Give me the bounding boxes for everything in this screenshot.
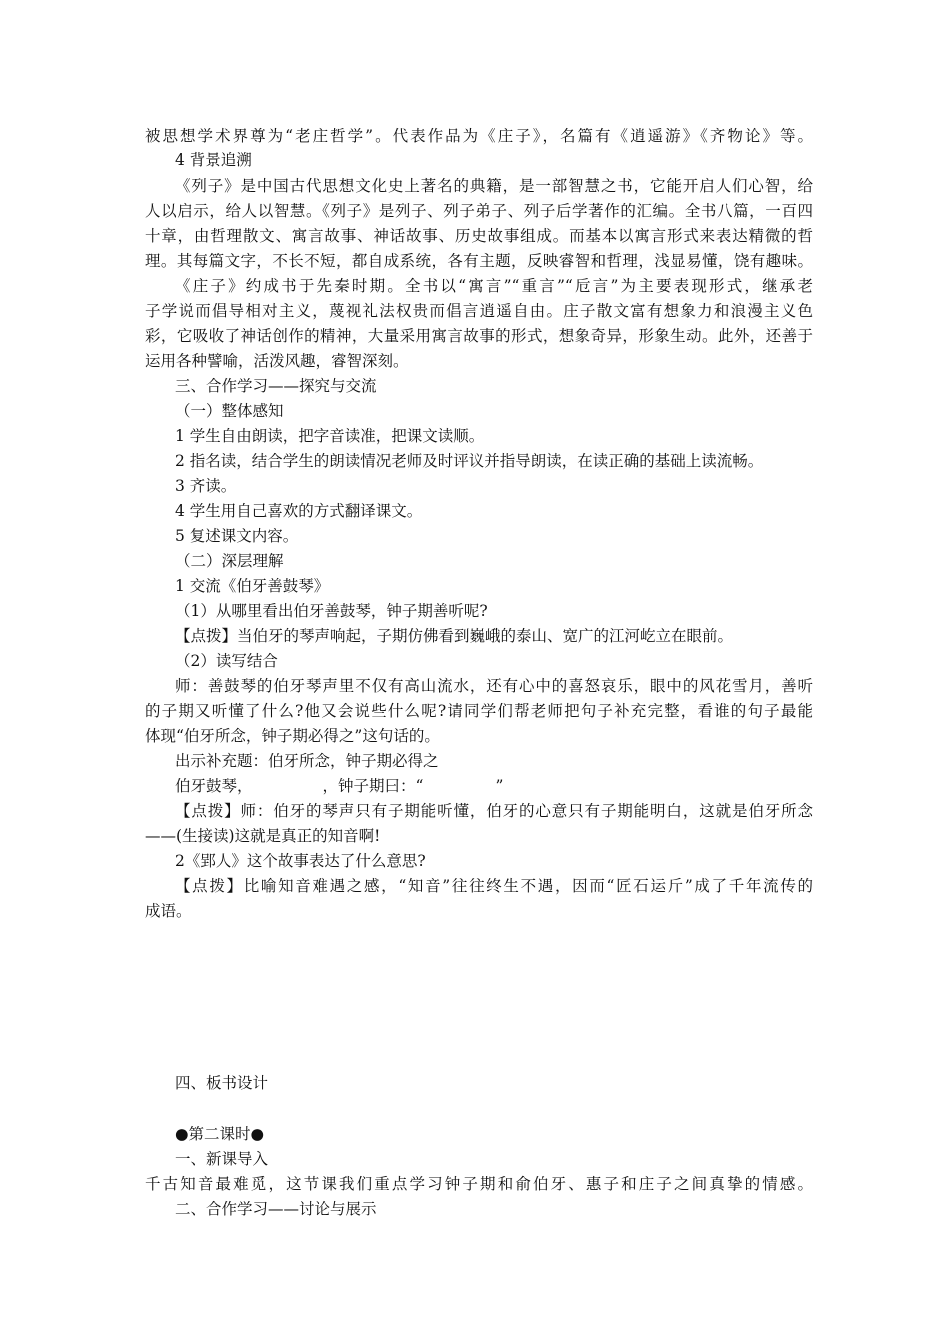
list-item: 2《郢人》这个故事表达了什么意思?: [175, 852, 426, 870]
tip: 【点拨】师：伯牙的琴声只有子期能听懂，伯牙的心意只有子期能明白，这就是伯牙所念: [175, 802, 813, 820]
list-item: 4 学生用自己喜欢的方式翻译课文。: [175, 502, 423, 520]
tip: 【点拨】比喻知音难遇之感，“知音”往往终生不遇，因而“匠石运斤”成了千年流传的: [175, 877, 813, 895]
section-heading: 三、合作学习——探究与交流: [175, 377, 377, 395]
heading-background: 4 背景追溯: [175, 151, 252, 169]
list-item: 1 学生自由朗读，把字音读准，把课文读顺。: [175, 427, 485, 445]
question: （2）读写结合: [175, 652, 278, 670]
fill-in-sentence: [175, 774, 503, 798]
list-item: 5 复述课文内容。: [175, 527, 299, 545]
subsection-heading: （一）整体感知: [175, 402, 284, 420]
text-line: 《列子》是中国古代思想文化史上著名的典籍，是一部智慧之书，它能开启人们心智，给: [175, 177, 813, 195]
text-line: 师：善鼓琴的伯牙琴声里不仅有高山流水，还有心中的喜怒哀乐，眼中的风花雪月，善听: [175, 677, 813, 695]
fill-in-part: ”: [495, 777, 504, 795]
text-line: 彩，它吸收了神话创作的精神，大量采用寓言故事的形式，想象奇异，形象生动。此外，还善于: [145, 327, 813, 345]
fill-in-part: 伯牙鼓琴，: [175, 777, 253, 795]
fill-in-part: ，钟子期曰：“: [322, 777, 424, 795]
fill-in-prompt: 出示补充题：伯牙所念，钟子期必得之: [175, 752, 439, 770]
section-heading: 四、板书设计: [175, 1074, 269, 1092]
text-line: 的子期又听懂了什么?他又会说些什么呢?请同学们帮老师把句子补充完整，看谁的句子最能: [145, 702, 813, 720]
text-line: 体现“伯牙所念，钟子期必得之”这句话的。: [145, 727, 440, 745]
tip: 【点拨】当伯牙的琴声响起，子期仿佛看到巍峨的泰山、宽广的江河屹立在眼前。: [175, 627, 734, 645]
subsection-heading: （二）深层理解: [175, 552, 284, 570]
text-line: 十章，由哲理散文、寓言故事、神话故事、历史故事组成。而基本以寓言形式来表达精微的哲: [145, 227, 813, 245]
text-line: 被思想学术界尊为“老庄哲学”。代表作品为《庄子》，名篇有《逍遥游》《齐物论》等。: [145, 127, 813, 145]
question: （1）从哪里看出伯牙善鼓琴，钟子期善听呢?: [175, 602, 488, 620]
text-line: 千古知音最难觅，这节课我们重点学习钟子期和俞伯牙、惠子和庄子之间真挚的情感。: [145, 1175, 813, 1193]
list-item: 1 交流《伯牙善鼓琴》: [175, 577, 330, 595]
section-heading: 二、合作学习——讨论与展示: [175, 1200, 377, 1218]
text-line: 成语。: [145, 902, 192, 920]
list-item: 2 指名读，结合学生的朗读情况老师及时评议并指导朗读，在读正确的基础上读流畅。: [175, 452, 764, 470]
text-line: 子学说而倡导相对主义，蔑视礼法权贵而倡言逍遥自由。庄子散文富有想象力和浪漫主义色: [145, 302, 813, 320]
text-line: ——(生接读)这就是真正的知音啊!: [145, 827, 381, 845]
text-line: 人以启示，给人以智慧。《列子》是列子、列子弟子、列子后学著作的汇编。全书八篇，一百四: [145, 202, 813, 220]
lesson-heading: ●第二课时●: [175, 1125, 265, 1143]
list-item: 3 齐读。: [175, 477, 237, 495]
text-line: 《庄子》约成书于先秦时期。全书以“寓言”“重言”“卮言”为主要表现形式，继承老: [175, 277, 813, 295]
section-heading: 一、新课导入: [175, 1150, 269, 1168]
text-line: 运用各种譬喻，活泼风趣，睿智深刻。: [145, 352, 409, 370]
text-line: 理。其每篇文字，不长不短，都自成系统，各有主题，反映睿智和哲理，浅显易懂，饶有趣味。: [145, 252, 813, 270]
